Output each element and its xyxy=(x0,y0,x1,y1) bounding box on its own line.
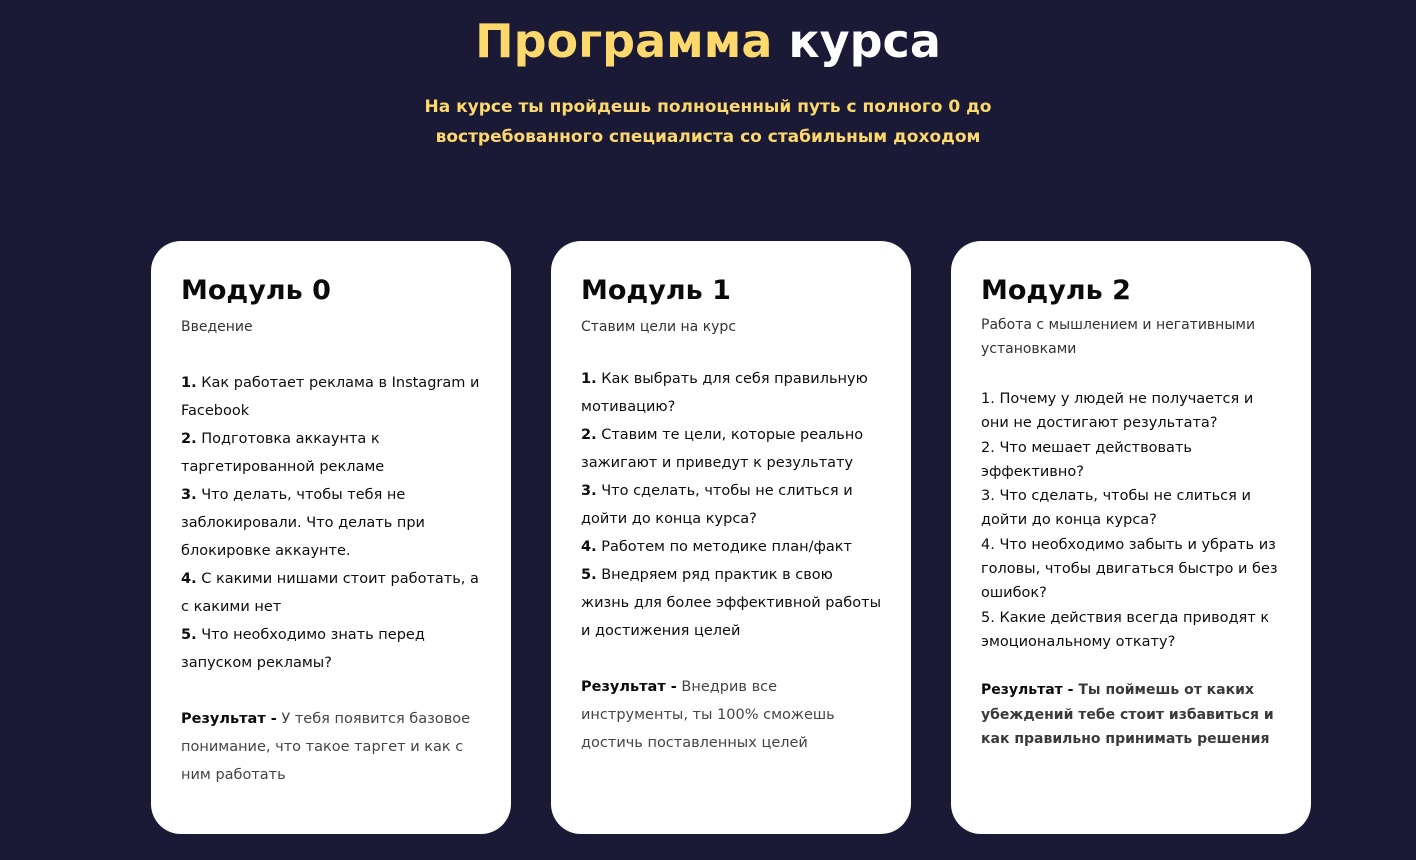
module-topic-list xyxy=(581,365,885,645)
module-topic xyxy=(581,533,885,561)
page-subtitle xyxy=(0,92,1416,152)
topic-number: 4. xyxy=(581,539,597,555)
module-card-1 xyxy=(551,241,911,834)
module-topic xyxy=(581,561,885,645)
module-topic xyxy=(181,481,485,565)
module-result xyxy=(981,678,1285,751)
result-text: Ты поймешь от каких убеждений тебе стоит избавиться и как правильно принимать решения xyxy=(981,682,1274,747)
topic-number: 2. xyxy=(181,431,197,447)
topic-number: 1. xyxy=(981,391,995,407)
result-text: Внедрив все инструменты, ты 100% сможешь достичь поставленных целей xyxy=(581,679,835,751)
topic-number: 5. xyxy=(181,627,197,643)
topic-number: 4. xyxy=(981,536,995,553)
topic-text: Что сделать, чтобы не слиться и дойти до конца курса? xyxy=(581,483,853,527)
result-label: Результат - xyxy=(981,682,1074,699)
module-result xyxy=(581,673,885,757)
module-topic xyxy=(181,425,485,481)
module-topic xyxy=(181,369,485,425)
module-topic xyxy=(181,621,485,677)
module-topic xyxy=(581,421,885,477)
module-title: Модуль 2 xyxy=(981,275,1131,306)
topic-text: Почему у людей не получается и они не достигают результата? xyxy=(981,391,1254,432)
module-topic xyxy=(981,387,1285,436)
topic-text: Что необходимо забыть и убрать из головы, чтобы двигаться быстро и без ошибок? xyxy=(981,536,1278,602)
page-subtitle-line-2: востребованного специалиста со стабильным доходом xyxy=(435,127,981,147)
module-title: Модуль 1 xyxy=(581,275,731,306)
result-label: Результат - xyxy=(581,679,677,695)
topic-number: 3. xyxy=(581,483,597,499)
module-card-0 xyxy=(151,241,511,834)
topic-text: Как выбрать для себя правильную мотивацию? xyxy=(581,371,868,415)
page-title xyxy=(0,10,1416,72)
topic-text: Что сделать, чтобы не слиться и дойти до конца курса? xyxy=(981,488,1251,529)
result-label: Результат - xyxy=(181,711,277,727)
module-topic xyxy=(981,436,1285,485)
topic-number: 2. xyxy=(981,439,995,456)
module-result xyxy=(181,705,485,789)
topic-number: 5. xyxy=(581,567,597,583)
module-topic xyxy=(581,477,885,533)
module-topic xyxy=(181,565,485,621)
module-subtitle: Введение xyxy=(181,319,253,335)
topic-text: Подготовка аккаунта к таргетированной рекламе xyxy=(181,431,385,475)
module-subtitle: Ставим цели на курс xyxy=(581,319,737,335)
topic-number: 1. xyxy=(581,371,597,387)
topic-text: Что необходимо знать перед запуском рекламы? xyxy=(181,627,425,671)
topic-text: Внедряем ряд практик в свою жизнь для более эффективной работы и достижения целей xyxy=(581,567,882,639)
topic-number: 4. xyxy=(181,571,197,587)
topic-text: Ставим те цели, которые реально зажигают и приведут к результату xyxy=(581,427,864,471)
topic-text: Что делать, чтобы тебя не заблокировали. Что делать при блокировке аккаунте. xyxy=(181,487,425,559)
page-title-accent: Программа xyxy=(475,14,773,68)
module-subtitle: Работа с мышлением и негативными установками xyxy=(981,317,1256,357)
topic-text: Как работает реклама в Instagram и Facebook xyxy=(181,375,480,419)
topic-text: Что мешает действовать эффективно? xyxy=(981,439,1192,480)
module-topic xyxy=(981,484,1285,533)
result-text: У тебя появится базовое понимание, что такое таргет и как с ним работать xyxy=(181,711,471,783)
module-card-2 xyxy=(951,241,1311,834)
topic-number: 5. xyxy=(981,609,995,626)
module-topic-list xyxy=(981,387,1285,654)
topic-number: 2. xyxy=(581,427,597,443)
page-subtitle-line-1: На курсе ты пройдешь полноценный путь с полного 0 до xyxy=(424,97,992,117)
module-title: Модуль 0 xyxy=(181,275,331,306)
topic-number: 3. xyxy=(181,487,197,503)
module-topic xyxy=(981,533,1285,606)
topic-number: 3. xyxy=(981,488,995,505)
topic-text: С какими нишами стоит работать, а с какими нет xyxy=(181,571,479,615)
topic-text: Работем по методике план/факт xyxy=(596,539,852,555)
page-title-rest: курса xyxy=(788,14,941,68)
module-topic-list xyxy=(181,369,485,677)
module-topic xyxy=(581,365,885,421)
topic-number: 1. xyxy=(181,375,197,391)
topic-text: Какие действия всегда приводят к эмоциональному откату? xyxy=(981,609,1270,650)
module-topic xyxy=(981,606,1285,655)
